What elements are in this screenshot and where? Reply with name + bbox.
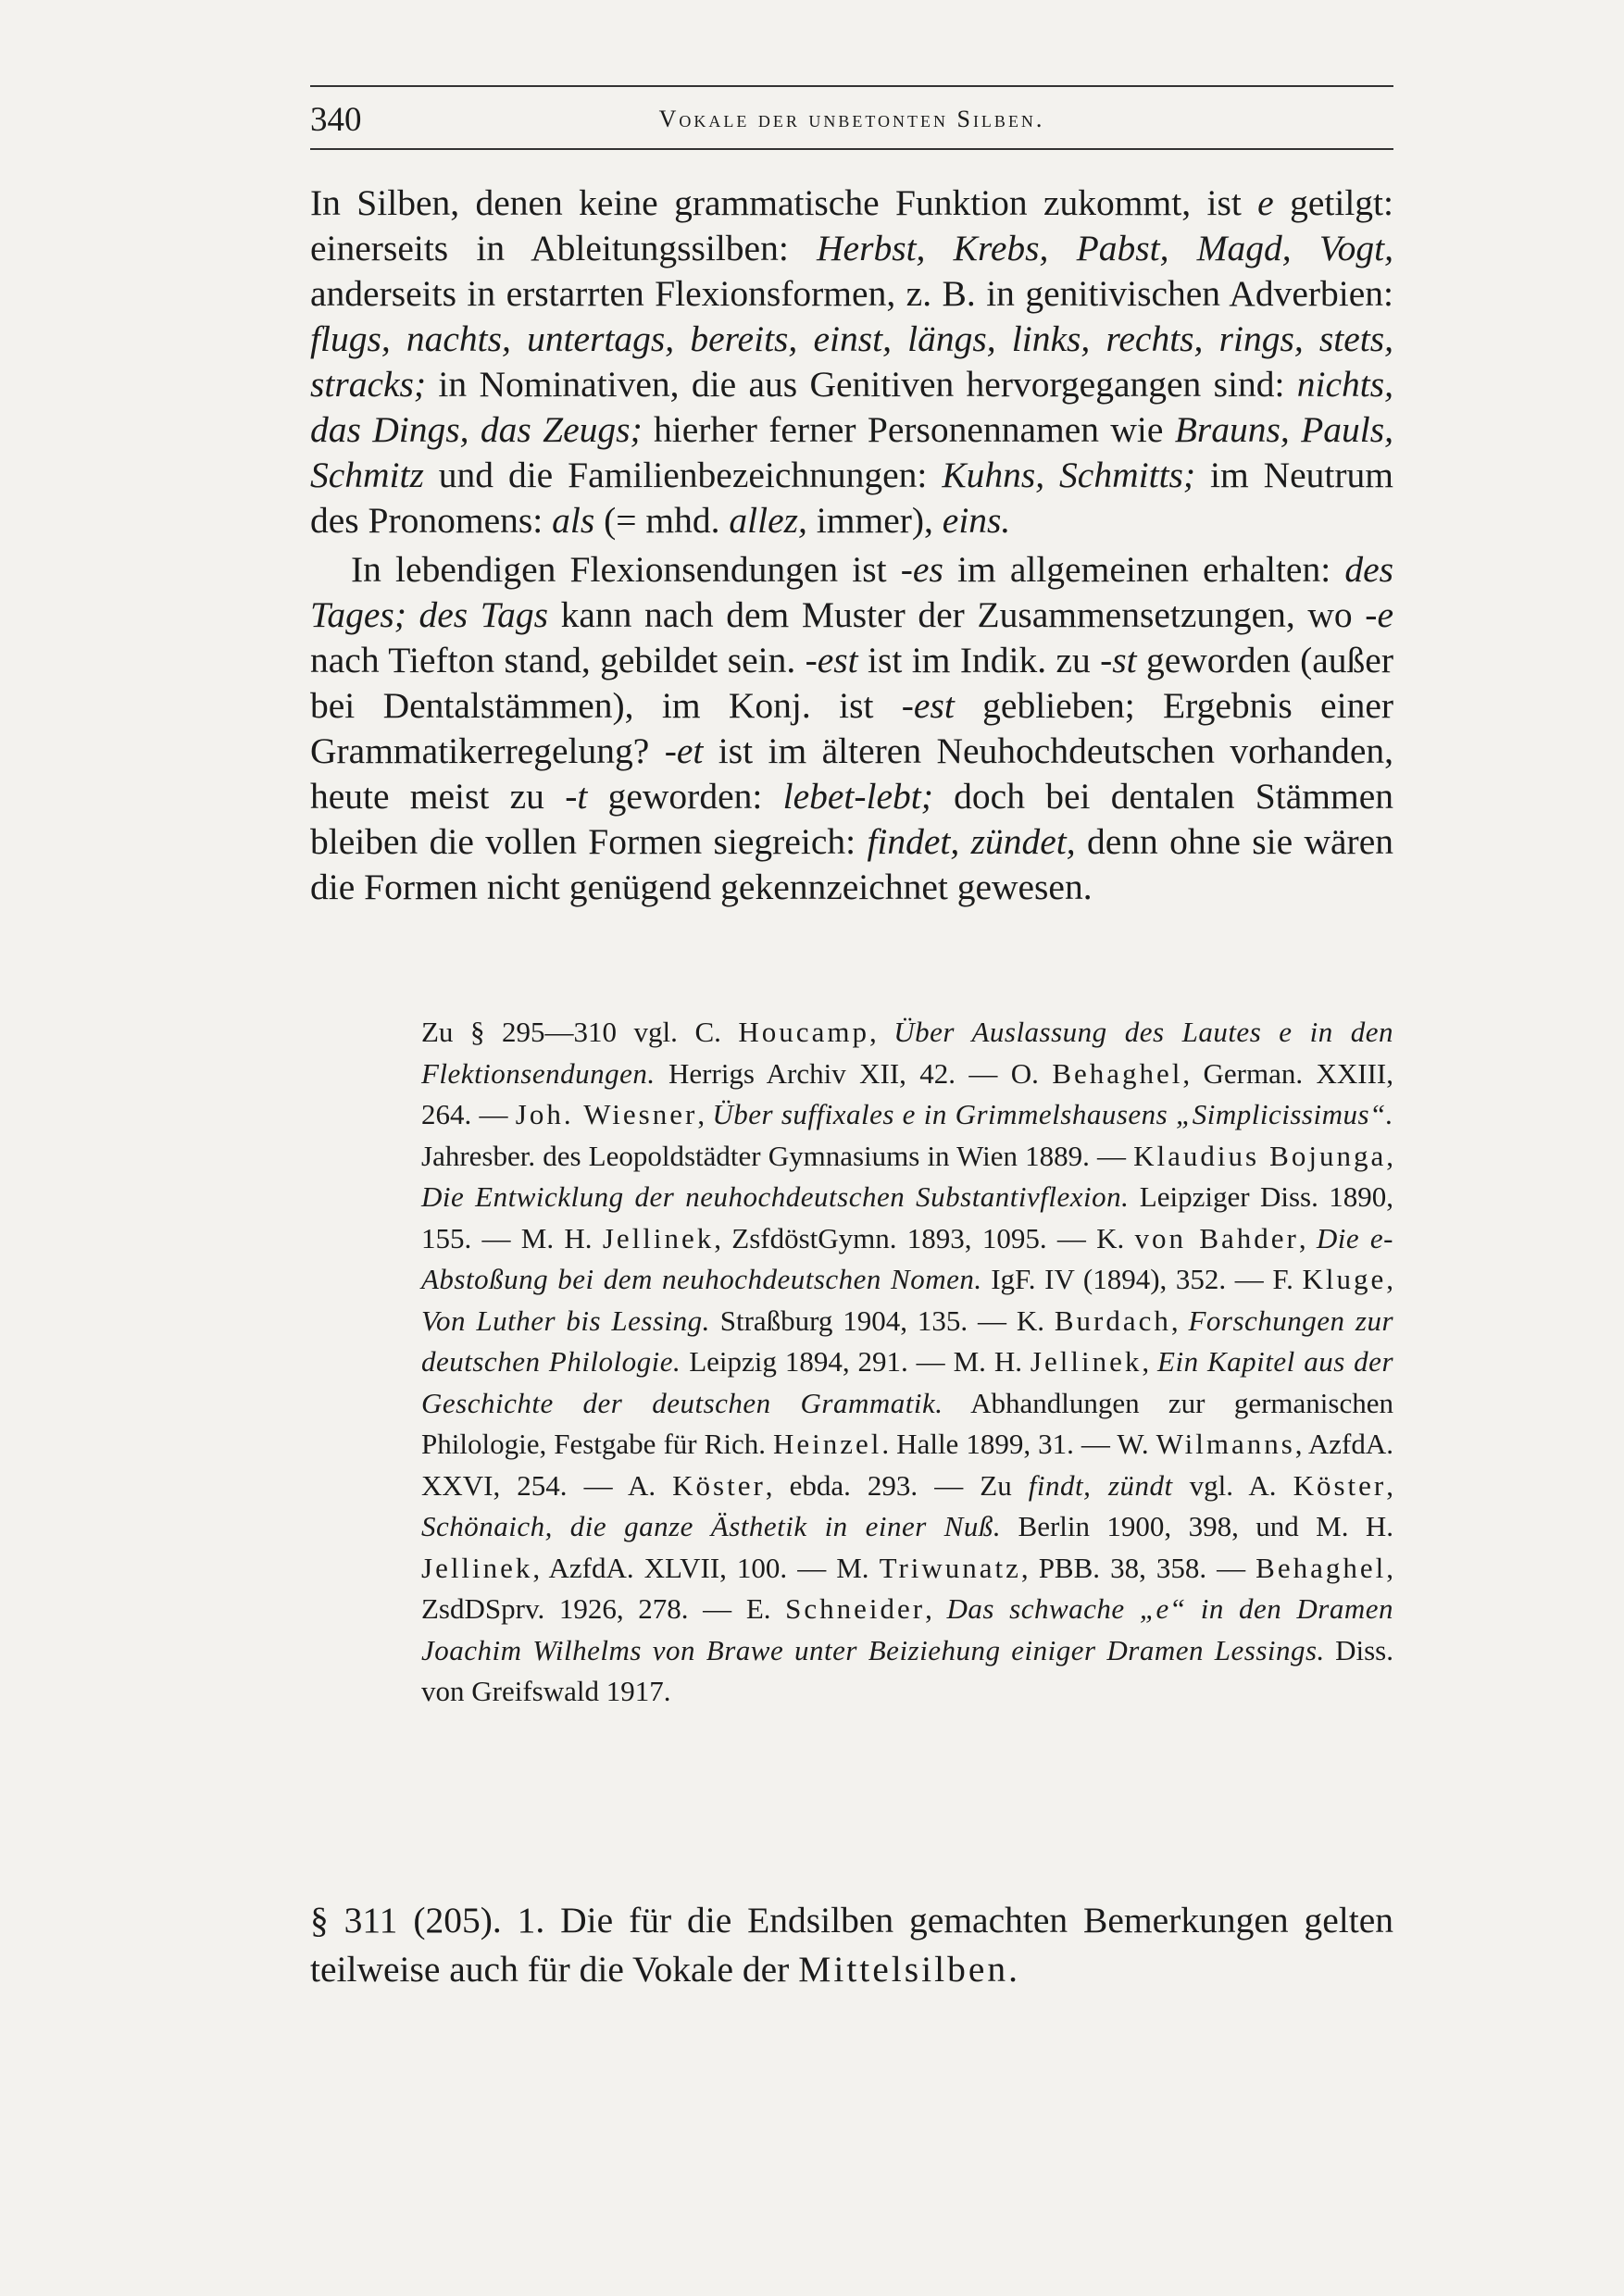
italic-run: e	[1257, 182, 1274, 223]
main-text	[310, 181, 1393, 910]
spaced-name: Jellinek	[602, 1221, 715, 1254]
text-run: ,	[1386, 1468, 1393, 1502]
text-run: und die Familienbezeichnungen:	[423, 455, 943, 495]
italic-run: -es	[900, 549, 943, 590]
italic-run: -t	[565, 776, 588, 817]
italic-run: flugs, nachts, untertags, bereits, einst, längs, links, rechts, rings, stets, stracks;	[310, 318, 1393, 405]
text-run: , German. XXIII, 264. —	[421, 1056, 1394, 1130]
text-run: .	[1008, 1949, 1018, 1990]
text-run: , AzfdA. XLVII, 100. — M.	[532, 1551, 880, 1584]
text-run: ist im Indik. zu	[857, 640, 1101, 680]
top-rule	[310, 85, 1393, 87]
text-run: kann nach dem Muster der Zusammensetzungen, wo	[548, 594, 1366, 635]
text-run: Leipzig 1894, 291. — M. H.	[681, 1345, 1031, 1378]
text-run: ,	[1386, 1139, 1393, 1172]
text-run: im allgemeinen erhalten:	[943, 549, 1345, 590]
bibliography-note	[421, 1012, 1393, 1713]
italic-run: Über Auslassung des Lautes e in den Flektionsendungen.	[421, 1016, 1393, 1090]
text-run: § 311 (205). 1. Die für die Endsilben gemachten Bemerkungen gelten teilweise auch für die Vokale der	[310, 1900, 1393, 1990]
spaced-name: Triwunatz	[879, 1551, 1021, 1584]
text-run: Diss. von Greifswald 1917.	[421, 1633, 1393, 1707]
spaced-name: Jellinek	[421, 1551, 533, 1584]
page-number: 340	[310, 101, 362, 139]
text-run: getilgt: einerseits in Ableitungssilben:	[310, 182, 1393, 268]
text-run: ,	[1386, 1263, 1393, 1295]
text-run: Berlin 1900, 398, und M. H.	[1001, 1510, 1394, 1542]
spaced-name: Burdach	[1054, 1304, 1171, 1337]
italic-run: Herbst, Krebs, Pabst, Magd, Vogt,	[817, 228, 1393, 268]
italic-run: nichts, das Dings, das Zeugs;	[310, 364, 1393, 450]
italic-run: lebet-lebt;	[782, 776, 933, 817]
spaced-name: Köster	[672, 1468, 766, 1502]
spaced-name: Houcamp	[738, 1016, 869, 1048]
text-run: ,	[868, 1016, 894, 1048]
section-311	[310, 1896, 1393, 1994]
text-run: geblieben; Ergebnis einer Grammatikerregelung?	[310, 685, 1393, 771]
text-run: ,	[1170, 1304, 1189, 1337]
italic-run: des Tages; des Tags	[310, 549, 1393, 635]
italic-run: als	[552, 500, 595, 541]
text-run: , ebda. 293. — Zu	[765, 1468, 1029, 1502]
italic-run: findet, zündet,	[867, 821, 1076, 862]
text-run: , ZsdDSprv. 1926, 278. — E.	[421, 1551, 1393, 1625]
text-run: , ZsfdöstGymn. 1893, 1095. — K.	[714, 1221, 1135, 1254]
spaced-name: Mittelsilben	[798, 1949, 1009, 1990]
spaced-name: Joh. Wiesner	[515, 1098, 698, 1130]
spaced-name: Behaghel	[1052, 1056, 1183, 1090]
text-run: ist im älteren Neuhochdeutschen vorhanden, heute meist zu	[310, 730, 1394, 817]
text-run: vgl. A.	[1172, 1468, 1293, 1502]
text-run: (= mhd.	[594, 500, 730, 541]
spaced-name: Klaudius Bojunga	[1133, 1139, 1387, 1172]
italic-run: -e	[1365, 594, 1393, 635]
italic-run: Die Entwicklung der neuhochdeutschen Substantivflexion.	[421, 1180, 1130, 1213]
italic-run: Das schwache „e“ in den Dramen Joachim Wilhelms von Brawe unter Beiziehung einiger Dramen Lessings.	[421, 1592, 1393, 1666]
italic-run: Kuhns, Schmitts;	[942, 455, 1196, 495]
text-run: geworden (außer bei Dentalstämmen), im Konj. ist	[310, 640, 1393, 726]
header-rule	[310, 148, 1393, 150]
running-title: Vokale der unbetonten Silben.	[658, 106, 1045, 132]
spaced-name: Schneider	[785, 1592, 926, 1625]
text-run: . Halle 1899, 31. — W.	[881, 1428, 1156, 1460]
text-run: , PBB. 38, 358. —	[1020, 1551, 1256, 1584]
italic-run: -est	[805, 640, 858, 680]
italic-run: -st	[1100, 640, 1137, 680]
text-run: anderseits in erstarrten Flexionsformen, z. B. in genitivischen Adverbien:	[310, 273, 1393, 314]
text-run: Abhandlungen zur germanischen Philologie, Festgabe für Rich.	[421, 1386, 1393, 1460]
text-run: In lebendigen Flexionsendungen ist	[351, 549, 901, 590]
italic-run: findt, zündt	[1028, 1468, 1173, 1502]
text-run: ,	[1142, 1345, 1158, 1378]
text-run: immer),	[806, 500, 943, 541]
text-run: Jahresber. des Leopoldstädter Gymnasiums in Wien 1889. —	[421, 1139, 1134, 1172]
italic-run: Die e-Abstoßung bei dem neuhochdeutschen Nomen.	[421, 1221, 1393, 1295]
text-run: in Nominativen, die aus Genitiven hervorgegangen sind:	[426, 364, 1297, 405]
italic-run: allez,	[729, 500, 807, 541]
italic-run: -est	[901, 685, 955, 726]
italic-run: -et	[664, 730, 704, 771]
spaced-name: von Bahder	[1134, 1221, 1299, 1254]
text-run: hierher ferner Personennamen wie	[642, 409, 1175, 450]
running-header	[310, 100, 1393, 137]
text-run: geworden:	[587, 776, 783, 817]
spaced-name: Behaghel	[1255, 1551, 1387, 1584]
text-run: ,	[925, 1592, 947, 1625]
text-run: nach Tiefton stand, gebildet sein.	[310, 640, 806, 680]
italic-run: Ein Kapitel aus der Geschichte der deutschen Grammatik.	[421, 1345, 1394, 1419]
text-run: In Silben, denen keine grammatische Funktion zukommt, ist	[310, 182, 1258, 223]
text-run: Herrigs Archiv XII, 42. — O.	[655, 1056, 1053, 1090]
text-run: Straßburg 1904, 135. — K.	[709, 1304, 1055, 1337]
spaced-name: Jellinek	[1030, 1345, 1143, 1378]
text-run: ,	[697, 1098, 713, 1130]
text-run: IgF. IV (1894), 352. — F.	[981, 1263, 1303, 1295]
text-run: ,	[1298, 1221, 1317, 1254]
paragraph-1	[310, 181, 1393, 543]
text-run: Zu § 295—310 vgl. C.	[421, 1016, 739, 1048]
spaced-name: Köster	[1293, 1468, 1387, 1502]
italic-run: Über suffixales e in Grimmelshausens „Simplicissimus“.	[712, 1098, 1394, 1130]
paragraph-2	[310, 547, 1393, 910]
italic-run: Von Luther bis Lessing.	[421, 1304, 710, 1337]
spaced-name: Kluge	[1302, 1263, 1387, 1295]
text-run: Leipziger Diss. 1890, 155. — M. H.	[421, 1180, 1394, 1254]
spaced-name: Wilmanns	[1156, 1428, 1295, 1460]
text-run: denn ohne sie wären die Formen nicht genügend gekennzeichnet gewesen.	[310, 821, 1393, 907]
text-run: doch bei dentalen Stämmen bleiben die vollen Formen siegreich:	[310, 776, 1393, 862]
text-run: im Neutrum des Pronomens:	[310, 455, 1393, 541]
italic-run: Schönaich, die ganze Ästhetik in einer Nuß.	[421, 1510, 1002, 1542]
italic-run: Forschungen zur deutschen Philologie.	[421, 1304, 1394, 1378]
italic-run: Brauns, Pauls, Schmitz	[310, 409, 1393, 495]
italic-run: eins.	[942, 500, 1011, 541]
spaced-name: Heinzel	[773, 1428, 882, 1460]
text-run: , AzfdA. XXVI, 254. — A.	[421, 1428, 1393, 1502]
